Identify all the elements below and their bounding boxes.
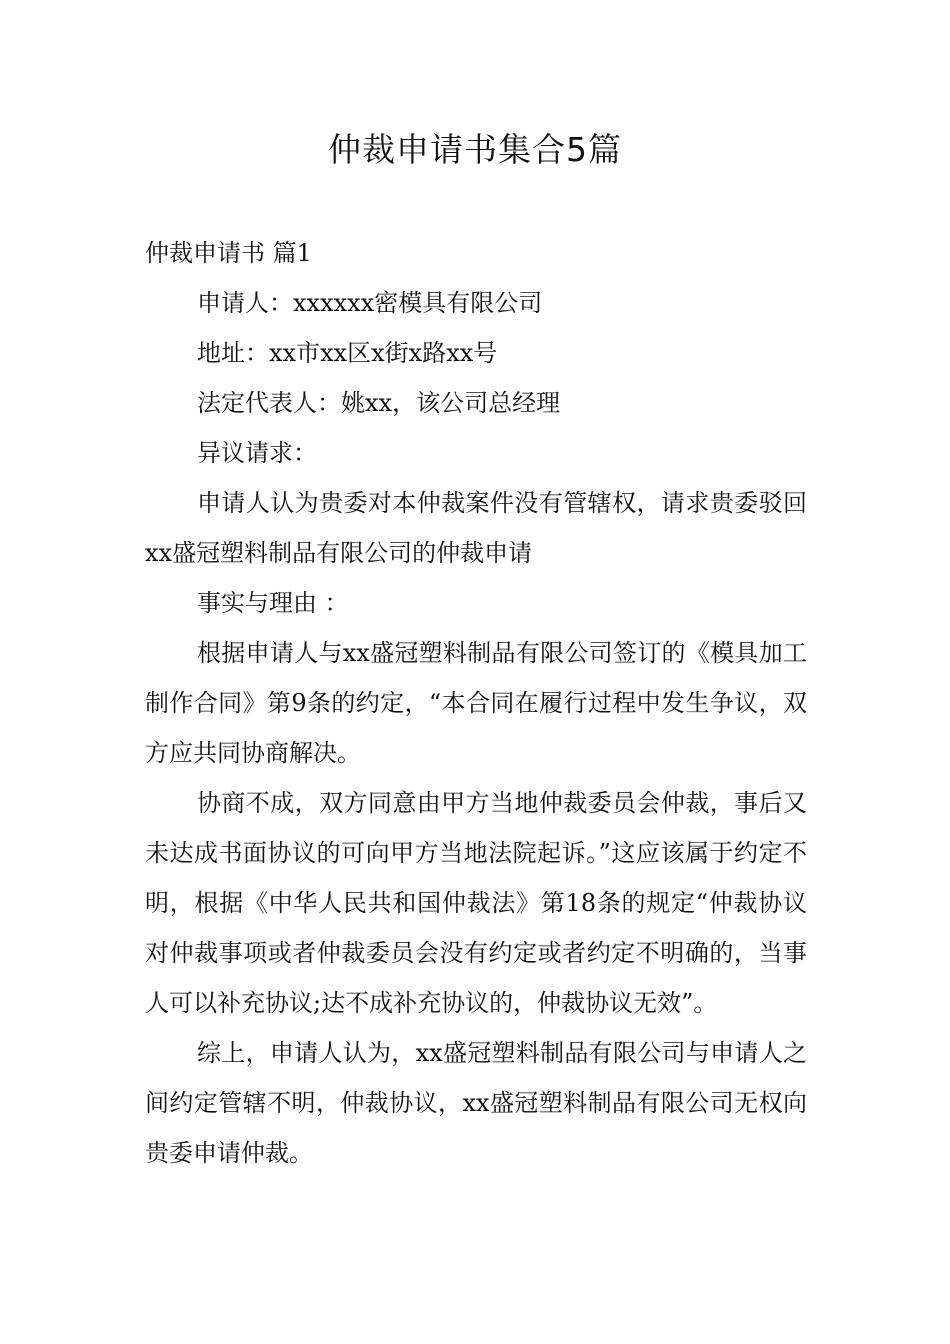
legal-representative-line: 法定代表人：姚xx，该公司总经理 — [197, 389, 561, 417]
facts-paragraph-1: 根据申请人与xx盛冠塑料制品有限公司签订的《模具加工制作合同》第9条的约定，“本合同在履行过程中发生争议，双方应共同协商解决。 — [145, 639, 807, 767]
facts-paragraph-2: 协商不成，双方同意由甲方当地仲裁委员会仲裁，事后又未达成书面协议的可向甲方当地法院起诉。”这应该属于约定不明，根据《中华人民共和国仲裁法》第18条的规定“仲裁协议对仲裁事项或者仲裁委员会没有约定或者约定不明确的，当事人可以补充协议;达不成补充协议的，仲裁协议无效”。 — [145, 789, 807, 1017]
objection-label: 异议请求： — [197, 439, 317, 467]
document-title: 仲裁申请书集合5篇 — [328, 130, 622, 169]
applicant-line: 申请人：xxxxxx密模具有限公司 — [197, 289, 543, 317]
facts-label: 事实与理由 ： — [197, 589, 349, 617]
conclusion-paragraph: 综上，申请人认为，xx盛冠塑料制品有限公司与申请人之间约定管辖不明，仲裁协议，xx盛冠塑料制品有限公司无权向贵委申请仲裁。 — [145, 1039, 807, 1167]
document-body — [145, 228, 807, 1178]
objection-paragraph: 申请人认为贵委对本仲裁案件没有管辖权，请求贵委驳回xx盛冠塑料制品有限公司的仲裁申请 — [145, 489, 807, 567]
address-line: 地址：xx市xx区x街x路xx号 — [197, 339, 498, 367]
section-heading: 仲裁申请书 篇1 — [145, 239, 312, 267]
